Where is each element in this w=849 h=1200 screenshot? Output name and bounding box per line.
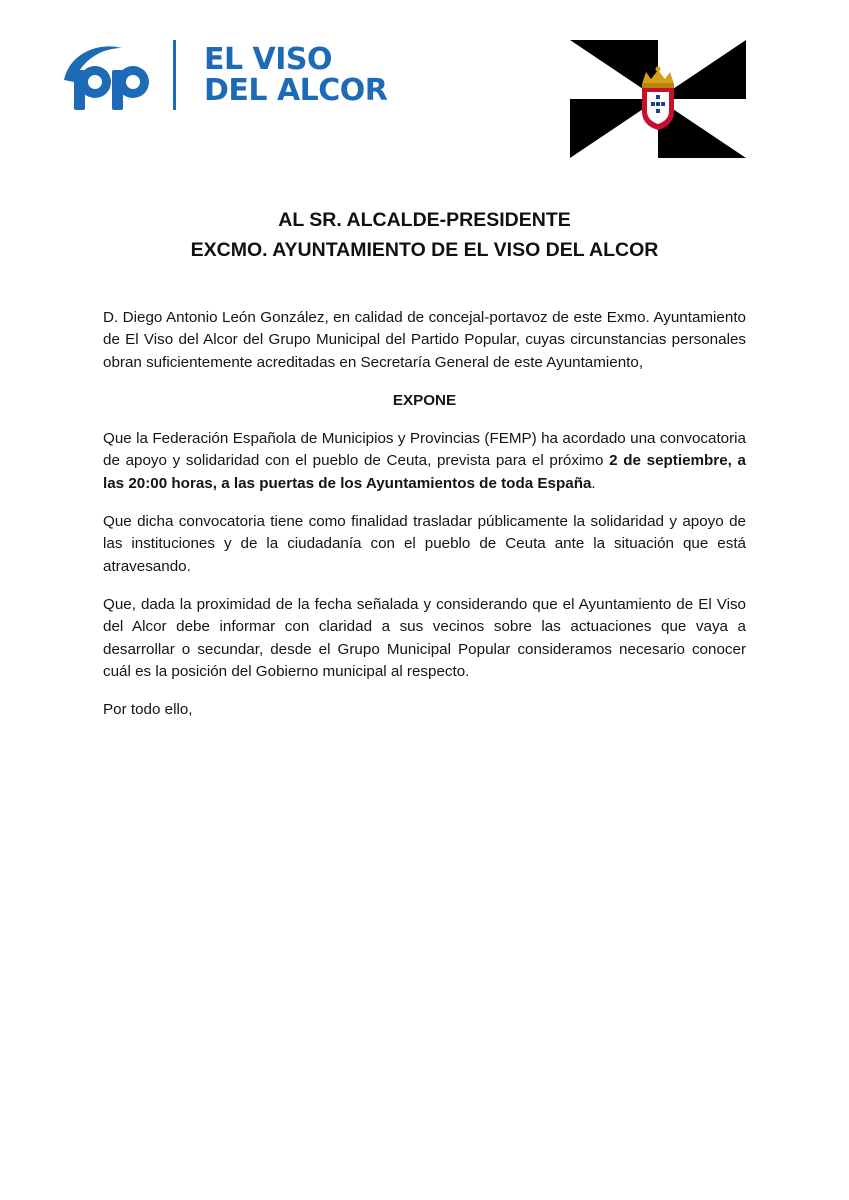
closing-line: Por todo ello, [103, 701, 193, 719]
paragraph-femp [103, 428, 746, 495]
pp-logo-divider [173, 40, 176, 110]
paragraph-request: Que, dada la proximidad de la fecha señalada y considerando que el Ayuntamiento de El Viso del Alcor debe informar con claridad a sus vecinos sobre las actuaciones que vaya a desarrollar o secundar, desde el Grupo Municipal Popular consideramos necesario conocer cuál es la posición del Gobierno municipal al respecto. [103, 595, 746, 680]
paragraph-femp-end: . [591, 474, 596, 492]
paragraph-purpose: Que dicha convocatoria tiene como finalidad trasladar públicamente la solidaridad y apoyo de las instituciones y de la ciudadanía con el pueblo de Ceuta ante la situación que está atravesando. [103, 513, 746, 575]
letter-body [103, 307, 746, 737]
expone-heading: EXPONE [392, 391, 457, 409]
pp-logo-line2: DEL ALCOR [204, 73, 388, 108]
recipient-line1: AL SR. ALCALDE-PRESIDENTE [278, 209, 571, 231]
recipient-block [0, 205, 849, 265]
intro-paragraph: D. Diego Antonio León González, en calidad de concejal-portavoz de este Exmo. Ayuntamiento de El Viso del Alcor del Grupo Municipal del Partido Popular, cuyas circunstancias personales obran suficientemente acreditadas en Secretaría General de este Ayuntamiento, [103, 309, 746, 371]
pp-logo [60, 40, 390, 112]
paragraph-femp-date: 2 de septiembre, a las 20:00 horas, a las puertas de los Ayuntamientos de toda España [103, 452, 746, 492]
paragraph-femp-text: Que la Federación Española de Municipios y Provincias (FEMP) ha acordado una convocatoria de apoyo y solidaridad con el pueblo de Ceuta, prevista para el próximo [103, 430, 746, 470]
pp-logo-mark-icon [60, 40, 160, 112]
recipient-line2: EXCMO. AYUNTAMIENTO DE EL VISO DEL ALCOR [190, 239, 659, 261]
pp-logo-line1: EL VISO [204, 42, 333, 77]
ceuta-flag-icon [570, 40, 746, 158]
pp-logo-wordmark [204, 44, 404, 106]
